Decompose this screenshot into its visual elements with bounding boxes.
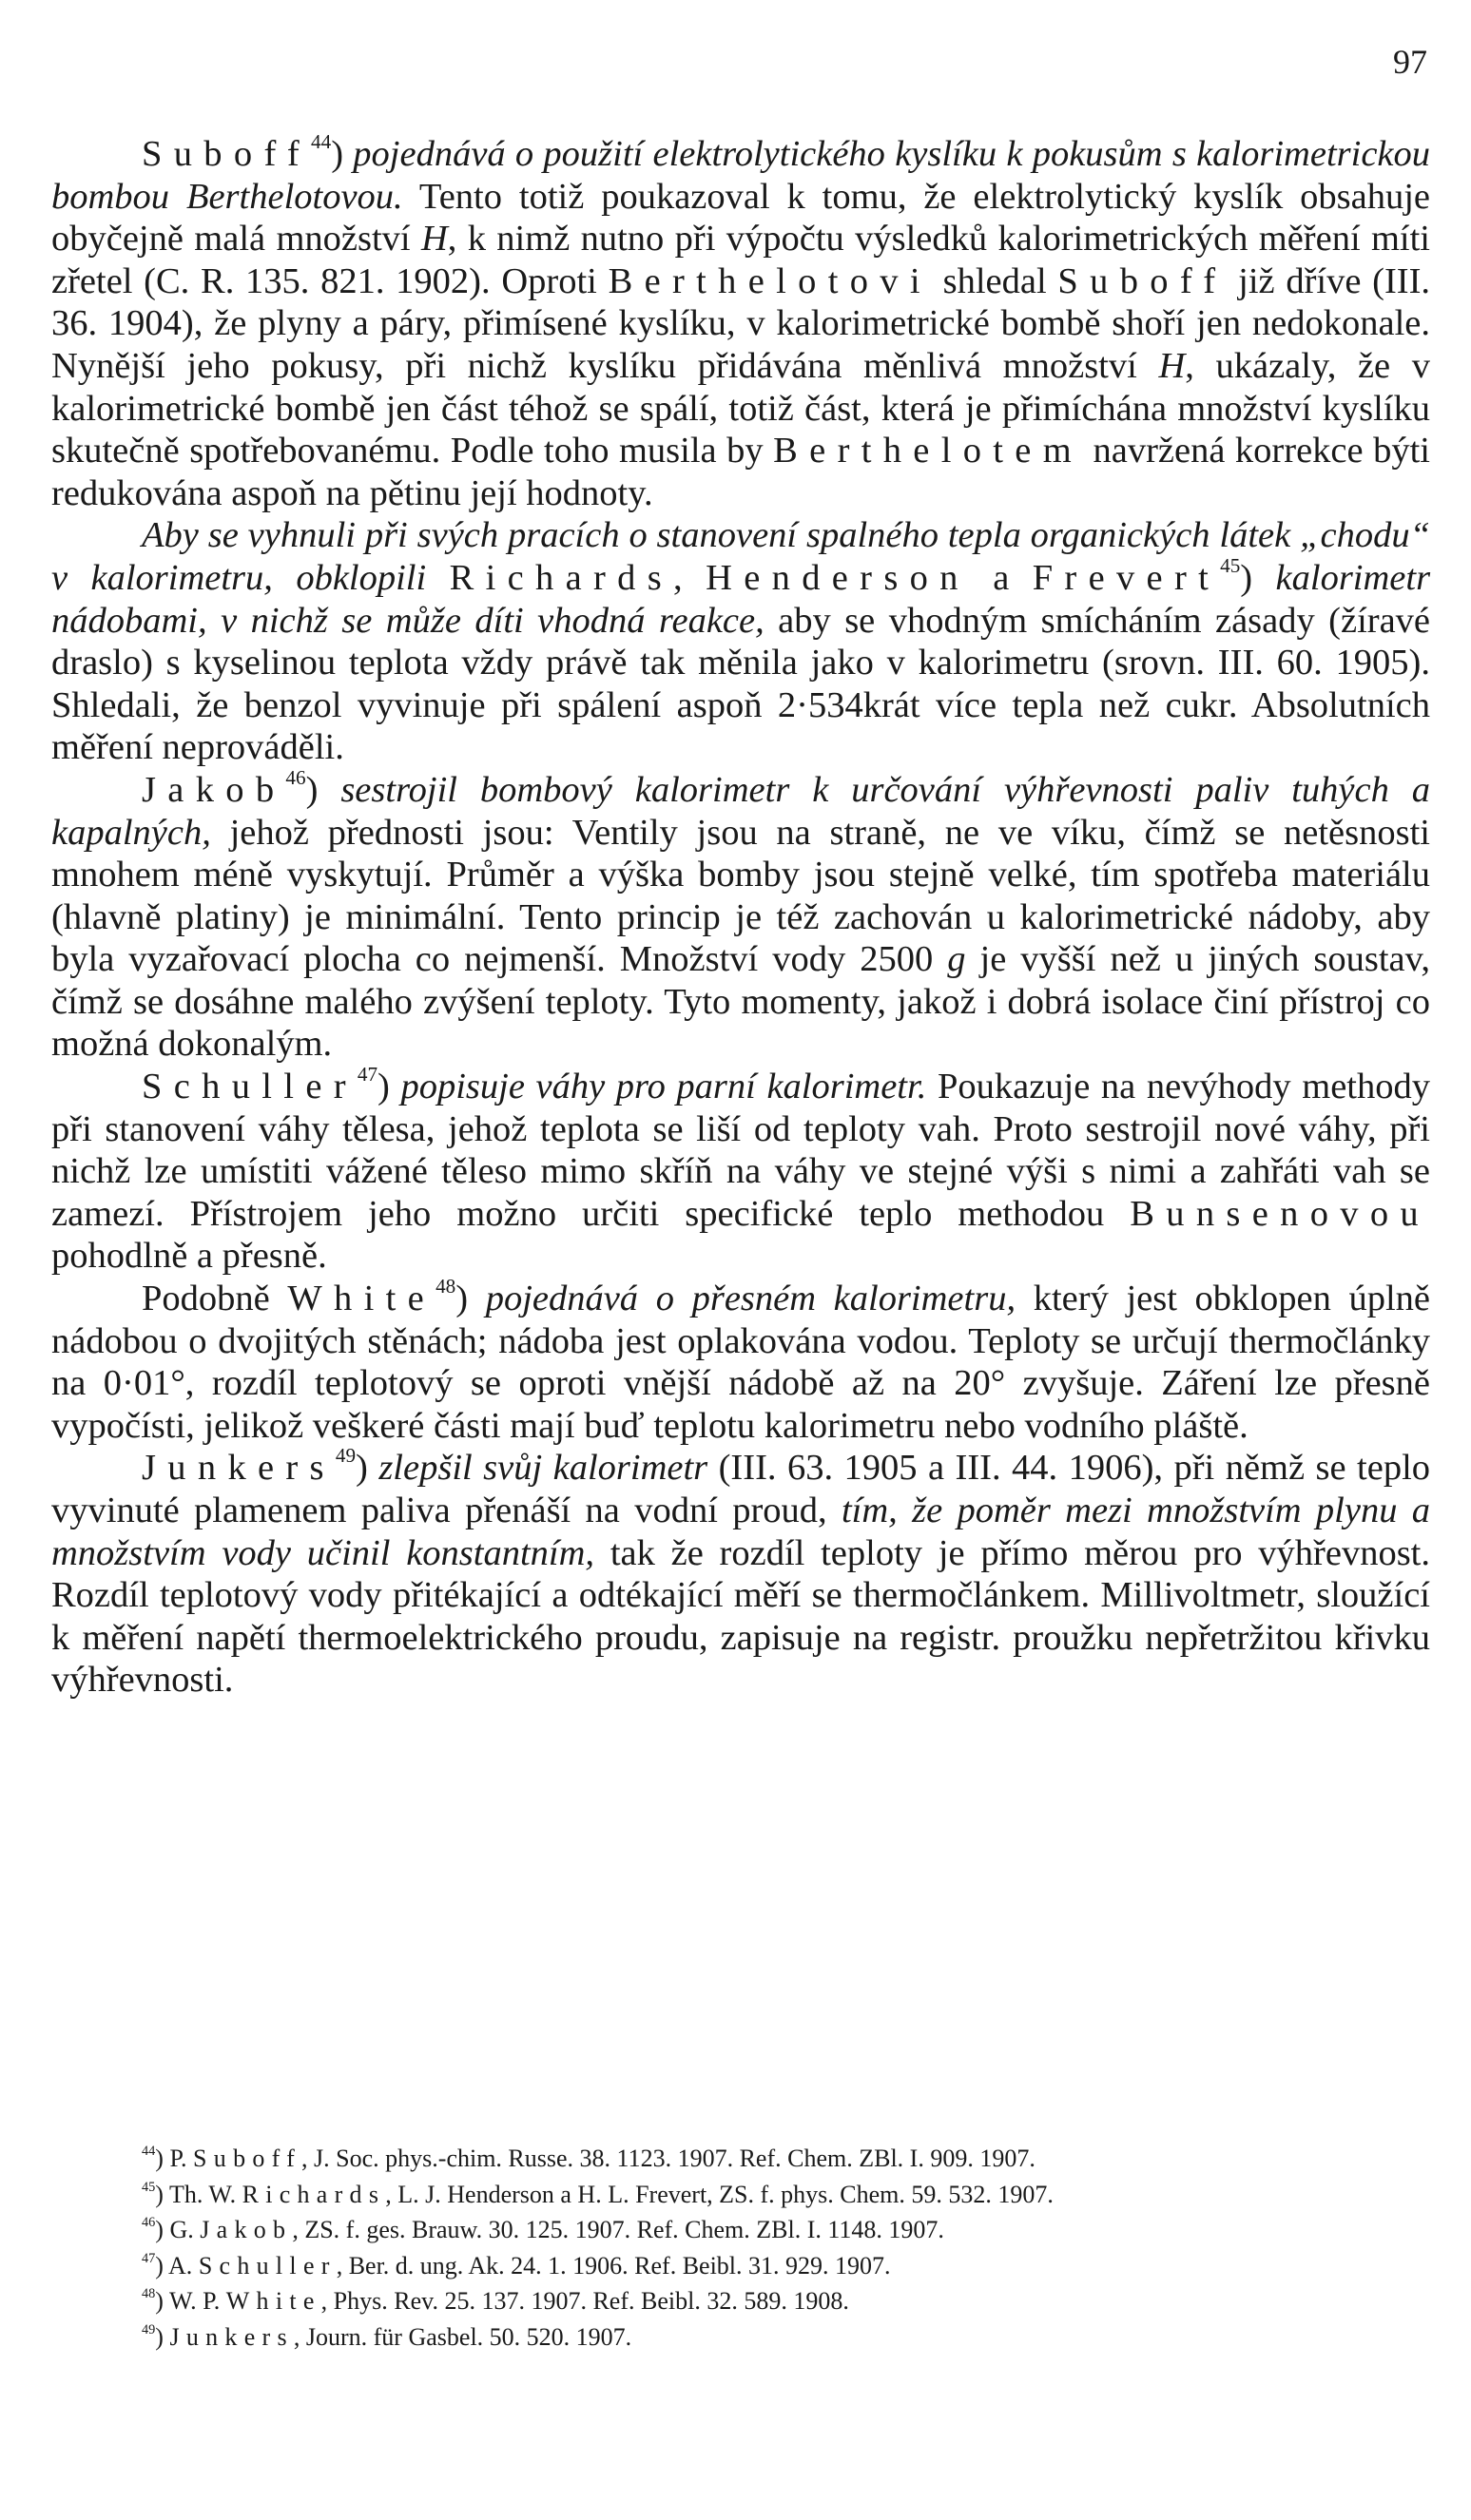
paragraph-white: Podobně White$^{48}$) pojednává o přesném kalorimetru, který jest obklopen úplně nádobou o dvojitých stěnách; nádoba jest oplakována vodou. Teploty se určují thermočlánky na 0·01°, rozdíl teplotový se oproti vnější nádobě až na 20° zvyšuje. Záření lze přesně vypočísti, jelikož veškeré části mají buď teplotu kalorimetru nebo vodního pláště. (51, 1275, 1431, 1446)
author-name: White (287, 1279, 436, 1319)
author-name: Schuller (142, 1067, 358, 1107)
topic-title: zlepšil svůj kalorimetr (378, 1448, 708, 1489)
footnote: $^{45}$) Th. W. Richards, L. J. Henderson a H. L. Frevert, ZS. f. phys. Chem. 59. 532. 1907. (142, 2179, 1054, 2208)
author-name: Junkers (142, 1448, 336, 1489)
footnote-ref: 49 (335, 1444, 357, 1468)
footnote: $^{44}$) P. Suboff, J. Soc. phys.-chim. Russe. 38. 1123. 1907. Ref. Chem. ZBl. I. 909. 1907. (142, 2143, 1036, 2172)
paragraph-junkers: Junkers$^{49}$) zlepšil svůj kalorimetr (III. 63. 1905 a III. 44. 1906), při němž se teplo vyvinuté plamenem paliva přenáší na vodní proud, tím, že poměr mezi množstvím plynu a množstvím vody učinil konstantním, tak že rozdíl teploty je přímo měrou pro výhřevnost. Rozdíl teplotový vody přitékající a odtékající měří se thermočlánkem. Millivoltmetr, sloužící k měření napětí thermoelektrického proudu, zapisuje na registr. proužku nepřetržitou křivku výhřevnosti. (51, 1444, 1431, 1701)
footnote: $^{46}$) G. Jakob, ZS. f. ges. Brauw. 30. 125. 1907. Ref. Chem. ZBl. I. 1148. 1907. (142, 2215, 944, 2244)
footnote: $^{48}$) W. P. White, Phys. Rev. 25. 137. 1907. Ref. Beibl. 32. 589. 1908. (142, 2286, 849, 2316)
paragraph-suboff: Suboff$^{44}$) pojednává o použití elektrolytického kyslíku k pokusům s kalorimetrickou bombou Berthelotovou. Tento totiž poukazoval k tomu, že elektrolytický kyslík obsahuje obyčejně malá množství H, k nimž nutno při výpočtu výsledků kalorimetrických měření míti zřetel (C. R. 135. 821. 1902). Oproti Berthelotovi shledal Suboff již dříve (III. 36. 1904), že plyny a páry, přimísené kyslíku, v kalorimetrické bombě shoří jen nedokonale. Nynější jeho pokusy, při nichž kyslíku přidávána měnlivá množství H, ukázaly, že v kalorimetrické bombě jen část téhož se spálí, totiž část, která je přimíchána množství kyslíku skutečně spotřebovanému. Podle toho musila by Berthelotem navržená korrekce býti redukována aspoň na pětinu její hodnoty. (51, 130, 1431, 513)
footnote-ref: 45 (1220, 553, 1241, 577)
footnote-ref: 47 (357, 1063, 378, 1087)
paragraph-schuller: Schuller$^{47}$) popisuje váhy pro parní kalorimetr. Poukazuje na nevýhody methody při stanovení váhy tělesa, jehož teplota se liší od teploty vah. Proto sestrojil nové váhy, při nichž lze umístiti vážené těleso mimo skříň na váhy ve stejné výši s nimi a zahřáti vah se zamezí. Přístrojem jeho možno určiti specifické teplo methodou Bunsenovou pohodlně a přesně. (51, 1063, 1430, 1277)
author-name: Jakob (142, 769, 286, 810)
paragraph-jakob: Jakob$^{46}$) sestrojil bombový kalorimetr k určování výhřevnosti paliv tuhých a kapalných, jehož přednosti jsou: Ventily jsou na straně, ne ve víku, čímž se netěsnosti mnohem méně vyskytují. Průměr a výška bomby jsou stejně velké, tím spotřeba materiálu (hlavně platiny) je minimální. Tento princip je též zachován u kalorimetrické nádoby, aby byla vyzařovací plocha co nejmenší. Množství vody 2500 g je vyšší než u jiných soustav, čímž se dosáhne malého zvýšení teploty. Tyto momenty, jakož i dobrá isolace činí přístroj co možná dokonalým. (51, 765, 1431, 1065)
topic-title: popisuje váhy pro parní kalorimetr. (400, 1067, 927, 1107)
footnote-ref: 48 (435, 1275, 456, 1298)
topic-title: sestrojil bombový kalorimetr k určování výhřevnosti paliv tuhých a kapalných, (51, 769, 1431, 853)
topic-title: pojednává o použití elektrolytického kyslíku k pokusům s kalorimetrickou bombou Berthelotovou. (51, 134, 1430, 217)
topic-title: Aby se vyhnuli při svých pracích o stanovení spalného tepla organických látek „chodu“ v kalorimetru, obklopili (51, 515, 1430, 598)
author-name: Suboff (142, 134, 312, 174)
body-text (51, 130, 1431, 1702)
page-number: 97 (1393, 43, 1427, 81)
footnote-ref: 44 (311, 130, 332, 154)
paragraph-richards: Aby se vyhnuli při svých pracích o stanovení spalného tepla organických látek „chodu“ v kalorimetru, obklopili Richards, Henderson a Frevert$^{45}$) kalorimetr nádobami, v nichž se může díti vhodná reakce, aby se vhodným smícháním zásady (žíravé draslo) s kyselinou teplota vždy právě tak měnila jako v kalorimetru (srovn. III. 60. 1905). Shledali, že benzol vyvinuje při spálení aspoň 2·534krát více tepla než cukr. Absolutních měření neprováděli. (51, 515, 1431, 768)
footnote: $^{49}$) Junkers, Journ. für Gasbel. 50. 520. 1907. (142, 2321, 632, 2351)
topic-title: pojednává o přesném kalorimetru, (485, 1279, 1016, 1319)
footnote-ref: 46 (285, 765, 306, 789)
footnotes (51, 2141, 1430, 2356)
footnote: $^{47}$) A. Schuller, Ber. d. ung. Ak. 24. 1. 1906. Ref. Beibl. 31. 929. 1907. (142, 2250, 891, 2280)
